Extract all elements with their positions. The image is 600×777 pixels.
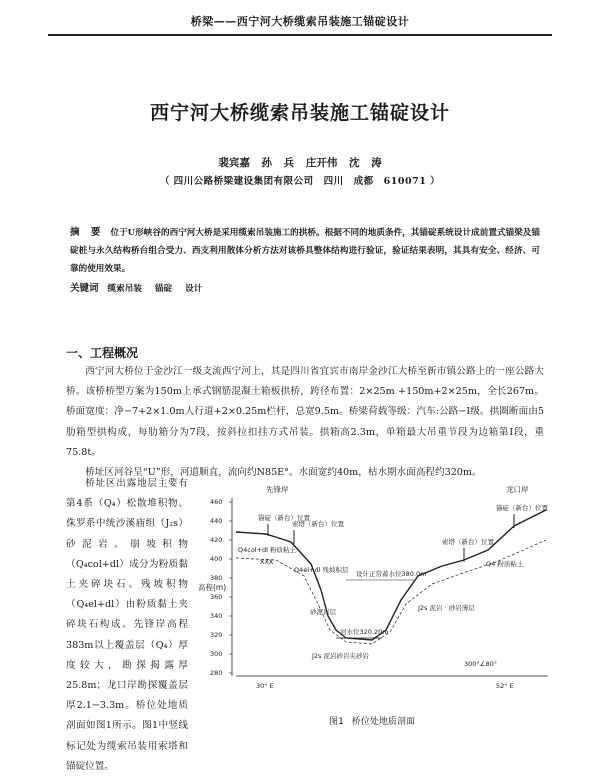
rock-right-label: J2s 泥岩 · 砂岩薄层 xyxy=(418,604,475,612)
keyword: 锚碇 xyxy=(154,284,173,294)
y-tick-label: 420 xyxy=(210,536,223,544)
paragraph: 西宁河大桥位于金沙江一级支流西宁河上，其是四川省宜宾市南岸金沙江大桥至新市镇公路上的一座公路大桥。该桥桥型方案为150m上承式钢筋混凝土箱板拱桥，跨径布置：2×25m +150m+2×25m，全长267m。桥面宽度：净−7+2×1.0m人行道+2×0.25m栏杆，总宽9.5m。桥梁荷载等级：汽车:公路−Ⅰ级。拱圈断面由5肋箱型拱构成，每肋箱分为7段，按斜拉扣挂方式吊装。拱箱高2.3m，单箱最大吊重节段为边箱第Ⅰ段，重75.8t。 xyxy=(66,366,544,458)
figure-number: 图1 xyxy=(329,717,344,727)
affiliation: （ 四川公路桥梁建设集团有限公司 四川 成都 610071 ） xyxy=(159,176,441,187)
dip-mid-label: 300°∠80° xyxy=(464,660,498,668)
paragraph: 桥址区出露地层主要有第4系（Q₄）松散堆积物、侏罗系中统沙溪庙组（J₂s）砂泥岩。崩坡积物（Q₄col+dl）成分为粉质黏土夹碎块石。残坡积物（Q₄el+dl）由粉质黏土夹碎块石构成。先锋岸高程383m以上覆盖层（Q₄）厚度较大，勘探揭露厚25.8m；龙口岸勘探覆盖层厚2.1−3.3m。桥位处地质剖面如图1所示。图1中竖线标记处为缆索吊装用索塔和锚碇位置。 xyxy=(66,478,188,772)
dip-left-label: 30° E xyxy=(256,682,274,690)
q4-mid-label: Q4el+dl 残坡积层 xyxy=(294,566,349,574)
bedrock-contact-line xyxy=(236,540,546,644)
q4-left-label: Q4col+dl 粉质粘土 xyxy=(238,546,297,554)
geologic-profile-figure xyxy=(196,480,556,710)
y-tick-label: 380 xyxy=(210,574,223,582)
keywords-label: 关键词 xyxy=(70,283,99,294)
y-tick-label: 460 xyxy=(210,498,223,506)
y-tick-label: 440 xyxy=(210,517,223,525)
y-tick-label: 400 xyxy=(210,555,223,563)
abstract-label: 摘 要 xyxy=(70,227,105,238)
abstract-text: 位于U形峡谷的西宁河大桥是采用缆索吊装施工的拱桥。根据不同的地质条件，其锚碇系统设计成前置式锚梁及锚碇桩与永久结构桥台组合受力、西支利用散体分析方法对该桥具整体结构进行验证，验证结果表明，其具有安全、经济、可靠的使用效果。 xyxy=(70,228,540,274)
y-axis-label: 高程(m) xyxy=(198,583,227,592)
y-tick-label: 280 xyxy=(210,669,223,677)
running-header xyxy=(48,12,552,36)
author: 孙 兵 xyxy=(261,157,295,169)
fault-mark: XXX xyxy=(260,558,274,566)
dip-right-label: 52° E xyxy=(496,682,514,690)
tower-left-label: 索塔（新台）位置 xyxy=(292,520,344,528)
body-text xyxy=(66,362,544,483)
wrapped-paragraph xyxy=(66,474,188,777)
y-tick-label: 320 xyxy=(210,631,223,639)
keywords xyxy=(70,280,540,294)
abstract xyxy=(70,224,540,278)
y-tick-label: 300 xyxy=(210,650,223,658)
anchor-left-label: 锚碇（新台）位置 xyxy=(258,514,310,522)
left-bank-label: 先锋岸 xyxy=(266,485,289,494)
figure-caption xyxy=(196,714,556,727)
y-tick-label: 360 xyxy=(210,593,223,601)
keyword: 缆索吊装 xyxy=(107,284,142,294)
q4-right-label: Q4 粉质粘土 xyxy=(486,560,524,568)
author: 沈 涛 xyxy=(348,157,382,169)
bedrock-label: J2s 泥岩砂岩夹砂岩 xyxy=(312,652,370,660)
article-title: 西宁河大桥缆索吊装施工锚碇设计 xyxy=(149,102,450,124)
running-title: 桥梁——西宁河大桥缆索吊装施工锚碇设计 xyxy=(190,15,410,28)
anchor-right-label: 锚碇（新台）位置 xyxy=(496,504,548,512)
figure-caption-text: 桥位处地质剖面 xyxy=(351,717,415,727)
river-level-label: 河水位320.20m xyxy=(340,628,389,636)
section-heading: 一、工程概况 xyxy=(66,346,139,360)
right-bank-label: 龙口岸 xyxy=(506,485,529,494)
paragraph: 桥址区河谷呈“U”形，河道顺直，流向约N85E°。水面宽约40m，枯水期水面高程约320m。 xyxy=(85,467,482,479)
design-level-label: 设计正常蓄水位380.0m xyxy=(356,570,427,578)
tower-right-label: 索塔（新台）位置 xyxy=(442,538,494,546)
author: 庄开伟 xyxy=(305,157,338,169)
geologic-profile-svg xyxy=(196,480,556,710)
y-tick-label: 340 xyxy=(210,612,223,620)
rock-left-label: 砂泥岩层 xyxy=(310,608,336,616)
author: 裴宾嘉 xyxy=(218,157,250,169)
keyword: 设计 xyxy=(185,284,203,294)
author-list xyxy=(48,155,552,170)
